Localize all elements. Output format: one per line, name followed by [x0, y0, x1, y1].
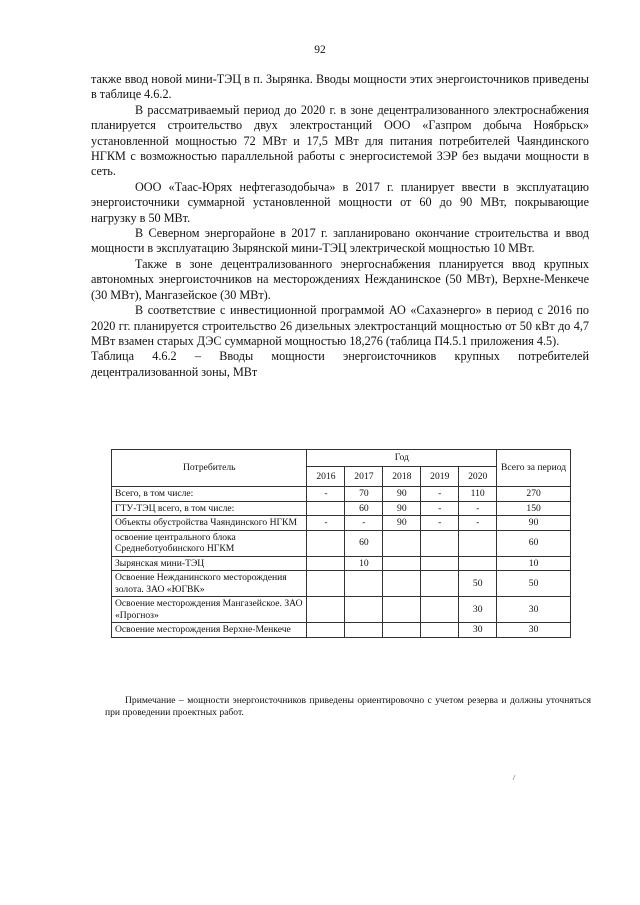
cell [421, 571, 459, 597]
header-year: Год [307, 450, 497, 467]
cell [307, 530, 345, 556]
cell: 110 [459, 487, 497, 502]
cell [421, 530, 459, 556]
row-total: 270 [497, 487, 571, 502]
table-row [112, 597, 571, 623]
row-total: 150 [497, 501, 571, 516]
paragraph: В Северном энергорайоне в 2017 г. запланировано окончание строительства и ввод мощности в эксплуатацию Зырянской мини-ТЭЦ электрической мощностью 10 МВт. [91, 226, 589, 256]
cell: 10 [345, 556, 383, 571]
header-year-cell: 2017 [345, 467, 383, 487]
cell: 90 [383, 501, 421, 516]
body-text [91, 72, 589, 380]
row-total: 10 [497, 556, 571, 571]
cell [383, 530, 421, 556]
table-row [112, 571, 571, 597]
paragraph: ООО «Таас-Юрях нефтегазодобыча» в 2017 г. планирует ввести в эксплуатацию энергоисточники суммарной установленной мощности от 60 до 90 МВт, покрывающие нагрузку в 50 МВт. [91, 179, 589, 225]
cell [383, 623, 421, 638]
row-name: Освоение Нежданинского месторождения золота. ЗАО «ЮГВК» [112, 571, 307, 597]
paragraph: также ввод новой мини-ТЭЦ в п. Зырянка. Вводы мощности этих энергоисточников приведены в таблице 4.6.2. [91, 72, 589, 102]
cell: 60 [345, 501, 383, 516]
cell: - [345, 516, 383, 531]
cell: - [307, 516, 345, 531]
cell [345, 597, 383, 623]
cell [307, 556, 345, 571]
cell [383, 597, 421, 623]
cell: 90 [383, 516, 421, 531]
cell [421, 623, 459, 638]
row-name: Освоение месторождения Мангазейское. ЗАО «Прогноз» [112, 597, 307, 623]
cell [383, 556, 421, 571]
header-year-cell: 2016 [307, 467, 345, 487]
capacity-table [111, 449, 571, 638]
paragraph: В соответствие с инвестиционной программой АО «Сахаэнерго» в период с 2016 по 2020 гг. планируется строительство 26 дизельных электростанций мощностью от 50 кВт до 4,7 МВт взамен старых ДЭС суммарной мощностью 18,276 (таблица П4.5.1 приложения 4.5). [91, 303, 589, 348]
cell [307, 623, 345, 638]
header-year-cell: 2020 [459, 467, 497, 487]
cell [459, 556, 497, 571]
table-note: Примечание – мощности энергоисточников приведены ориентировочно с учетом резерва и должны уточняться при проведении проектных работ. [105, 695, 591, 718]
scan-speck [512, 775, 516, 780]
cell [421, 597, 459, 623]
row-total: 60 [497, 530, 571, 556]
cell: - [421, 487, 459, 502]
table-row [112, 556, 571, 571]
cell: - [459, 501, 497, 516]
cell: - [459, 516, 497, 531]
table-row [112, 487, 571, 502]
header-year-cell: 2019 [421, 467, 459, 487]
table-row [112, 501, 571, 516]
cell: 60 [345, 530, 383, 556]
row-name: освоение центрального блока Среднеботуобинского НГКМ [112, 530, 307, 556]
table-row [112, 623, 571, 638]
cell [307, 571, 345, 597]
row-total: 30 [497, 597, 571, 623]
paragraph: Также в зоне децентрализованного энергоснабжения планируется ввод крупных автономных энергоисточников на месторождениях Нежданинское (50 МВт), Верхне-Менкече (30 МВт), Мангазейское (30 МВт). [91, 256, 589, 302]
row-name: Освоение месторождения Верхне-Менкече [112, 623, 307, 638]
table-row [112, 516, 571, 531]
page-number: 92 [314, 44, 326, 56]
cell: 30 [459, 597, 497, 623]
cell [345, 571, 383, 597]
table-row [112, 530, 571, 556]
cell: 70 [345, 487, 383, 502]
cell: 50 [459, 571, 497, 597]
cell [307, 501, 345, 516]
row-total: 50 [497, 571, 571, 597]
row-total: 30 [497, 623, 571, 638]
cell: - [421, 516, 459, 531]
cell: 30 [459, 623, 497, 638]
cell [307, 597, 345, 623]
cell: - [307, 487, 345, 502]
cell [383, 571, 421, 597]
table-caption: Таблица 4.6.2 – Вводы мощности энергоисточников крупных потребителей децентрализованной зоны, МВт [91, 349, 589, 379]
row-name: Объекты обустройства Чаяндинского НГКМ [112, 516, 307, 531]
row-name: ГТУ-ТЭЦ всего, в том числе: [112, 501, 307, 516]
row-total: 90 [497, 516, 571, 531]
header-year-cell: 2018 [383, 467, 421, 487]
cell: 90 [383, 487, 421, 502]
cell [421, 556, 459, 571]
row-name: Зырянская мини-ТЭЦ [112, 556, 307, 571]
header-total: Всего за период [497, 450, 571, 487]
paragraph: В рассматриваемый период до 2020 г. в зоне децентрализованного электроснабжения планируется строительство двух электростанций ООО «Газпром добыча Ноябрьск» установленной мощностью 72 МВт и 17,5 МВт для питания потребителей Чаяндинского НГКМ с возможностью параллельной работы с энергосистемой ЗЭР без выдачи мощности в сеть. [91, 102, 589, 179]
header-consumer: Потребитель [112, 450, 307, 487]
row-name: Всего, в том числе: [112, 487, 307, 502]
cell [459, 530, 497, 556]
cell [345, 623, 383, 638]
cell: - [421, 501, 459, 516]
